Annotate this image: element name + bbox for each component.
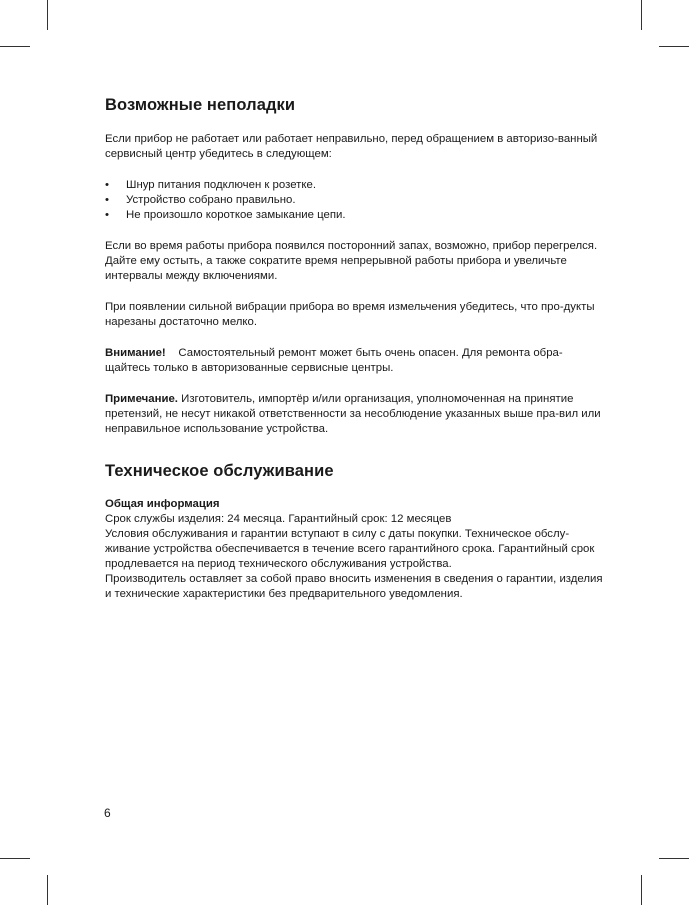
bullet-icon: • — [105, 209, 109, 221]
crop-mark-bottom-left-vertical — [47, 875, 48, 905]
crop-mark-bottom-right-horizontal — [659, 858, 689, 859]
warning-text: Самостоятельный ремонт может быть очень опасен. Для ремонта обра-щайтесь только в авторизованные сервисные центры. — [105, 347, 563, 374]
crop-mark-bottom-right-vertical — [641, 875, 642, 905]
crop-mark-bottom-left-horizontal — [0, 858, 30, 859]
overheat-paragraph: Если во время работы прибора появился посторонний запах, возможно, прибор перегрелся. Дайте ему остыть, а также сократите время непрерывной работы прибора и увеличьте интервалы между включениями. — [105, 240, 598, 282]
troubleshooting-intro: Если прибор не работает или работает неправильно, перед обращением в авторизо-ванный сервисный центр убедитесь в следующем: — [105, 133, 598, 160]
crop-mark-top-left-horizontal — [0, 46, 30, 47]
troubleshooting-section — [105, 94, 605, 437]
maintenance-section — [105, 460, 605, 602]
crop-mark-top-left-vertical — [47, 0, 48, 30]
checklist-item-text: Шнур питания подключен к розетке. — [126, 179, 316, 191]
manufacturer-rights-text: Производитель оставляет за собой право вносить изменения в сведения о гарантии, изделия и технические характеристики без предварительного уведомления. — [105, 573, 603, 600]
bullet-icon: • — [105, 179, 109, 191]
page-content — [105, 94, 605, 602]
checklist-item — [105, 178, 605, 193]
troubleshooting-checklist — [105, 178, 605, 223]
service-life-text: Срок службы изделия: 24 месяца. Гарантийный срок: 12 месяцев — [105, 513, 452, 525]
troubleshooting-heading: Возможные неполадки — [105, 96, 296, 114]
note-label: Примечание. — [105, 393, 178, 405]
checklist-item-text: Не произошло короткое замыкание цепи. — [126, 209, 346, 221]
warranty-conditions-text: Условия обслуживания и гарантии вступают в силу с даты покупки. Техническое обслу-живание устройства обеспечивается в течение всего гарантийного срока. Гарантийный срок продлевается на период технического обслуживания устройства. — [105, 528, 595, 570]
note-paragraph — [105, 392, 605, 437]
page-number: 6 — [104, 806, 111, 820]
crop-mark-top-right-horizontal — [659, 46, 689, 47]
warning-paragraph — [105, 346, 605, 376]
checklist-item — [105, 208, 605, 223]
vibration-paragraph: При появлении сильной вибрации прибора во время измельчения убедитесь, что про-дукты нарезаны достаточно мелко. — [105, 301, 595, 328]
maintenance-subheading: Общая информация — [105, 498, 220, 510]
checklist-item-text: Устройство собрано правильно. — [126, 194, 296, 206]
crop-mark-top-right-vertical — [641, 0, 642, 30]
warning-label: Внимание! — [105, 347, 166, 359]
maintenance-heading: Техническое обслуживание — [105, 462, 334, 480]
note-text: Изготовитель, импортёр и/или организация, уполномоченная на принятие претензий, не несут никакой ответственности за несоблюдение указанных выше пра-вил или неправильное использование устройства. — [105, 393, 601, 435]
bullet-icon: • — [105, 194, 109, 206]
checklist-item — [105, 193, 605, 208]
